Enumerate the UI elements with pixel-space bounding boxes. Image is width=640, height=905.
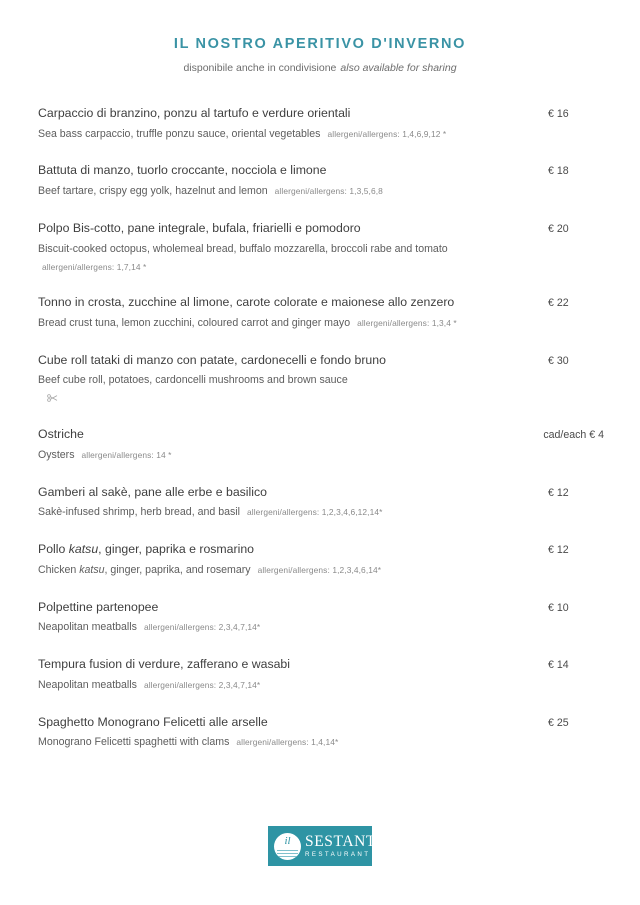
dish-name-italian: Carpaccio di branzino, ponzu al tartufo e verdure orientali — [38, 105, 351, 120]
menu-item-head — [38, 599, 604, 616]
menu-item — [38, 484, 604, 521]
allergen-note — [42, 393, 508, 406]
dish-price: € 30 — [548, 354, 569, 367]
dish-name-italian: Cube roll tataki di manzo con patate, cardonecelli e fondo bruno — [38, 352, 386, 367]
dish-price: € 20 — [548, 222, 569, 235]
dish-price: cad/each € 4 — [543, 429, 604, 442]
dish-description-text: Neapolitan meatballs — [38, 678, 137, 691]
dish-description-english — [38, 316, 508, 332]
menu-item — [38, 105, 604, 142]
menu-item-head — [38, 714, 604, 731]
dish-name-italian: Spaghetto Monograno Felicetti alle arselle — [38, 714, 268, 729]
dish-price: € 12 — [548, 486, 569, 499]
dish-price: € 18 — [548, 165, 569, 178]
menu-item-head — [38, 352, 604, 369]
dish-name-italian: Gamberi al sakè, pane alle erbe e basilico — [38, 484, 267, 499]
dish-name-italian: Polpettine partenopee — [38, 599, 159, 614]
allergen-note: allergeni/allergens: 2,3,4,7,14* — [143, 679, 261, 690]
scissors-icon — [47, 393, 58, 406]
menu-item-head — [38, 541, 604, 558]
menu-item — [38, 714, 604, 751]
dish-description-text: Monograno Felicetti spaghetti with clams — [38, 736, 230, 749]
allergen-note: allergeni/allergens: 14 * — [81, 449, 172, 460]
logo-subtitle: RESTAURANT — [305, 850, 371, 858]
dish-description-english — [38, 735, 508, 751]
page-title: IL NOSTRO APERITIVO D'INVERNO — [173, 36, 467, 52]
dish-description-text: Oysters — [38, 448, 75, 461]
menu-item — [38, 220, 604, 274]
menu-item — [38, 599, 604, 636]
horizon-line-icon — [277, 856, 298, 857]
dish-description-english — [38, 678, 508, 694]
dish-price: € 25 — [548, 716, 569, 729]
dish-price: € 16 — [548, 107, 569, 120]
logo-text — [305, 834, 386, 858]
menu-item-head — [38, 656, 604, 673]
menu-item — [38, 426, 604, 463]
horizon-line-icon — [277, 853, 298, 854]
allergen-note: allergeni/allergens: 1,3,5,6,8 — [274, 186, 383, 197]
menu-item-head — [38, 162, 604, 179]
dish-name-italian: Polpo Bis-cotto, pane integrale, bufala, friarielli e pomodoro — [38, 220, 361, 235]
dish-description-text: Bread crust tuna, lemon zucchini, coloured carrot and ginger mayo — [38, 316, 351, 329]
menu-item — [38, 541, 604, 578]
subtitle-english: also available for sharing — [340, 62, 457, 75]
dish-name-italian: Tonno in crosta, zucchine al limone, carote colorate e maionese allo zenzero — [38, 295, 455, 310]
dish-price: € 14 — [548, 659, 569, 672]
dish-description-text: Sea bass carpaccio, truffle ponzu sauce, oriental vegetables — [38, 127, 321, 140]
dish-description-english — [38, 505, 508, 521]
horizon-line-icon — [277, 850, 298, 851]
sextant-emblem-icon — [274, 833, 301, 860]
logo-box — [268, 826, 387, 866]
dish-name-italian: Battuta di manzo, tuorlo croccante, nocciola e limone — [38, 163, 327, 178]
menu-item-head — [38, 426, 604, 443]
menu-item-list — [0, 105, 640, 751]
allergen-note: allergeni/allergens: 1,3,4 * — [357, 317, 457, 328]
dish-description-english — [38, 127, 508, 143]
dish-description-english — [38, 448, 508, 464]
dish-description-english — [38, 373, 508, 406]
menu-item — [38, 352, 604, 407]
dish-price: € 12 — [548, 544, 569, 557]
dish-description-text: Sakè-infused shrimp, herb bread, and basil — [38, 506, 240, 519]
dish-description-english — [38, 620, 508, 636]
menu-item-head — [38, 294, 604, 311]
restaurant-logo — [0, 826, 640, 866]
logo-monogram: il — [284, 834, 291, 847]
allergen-note: allergeni/allergens: 2,3,4,7,14* — [143, 622, 261, 633]
subtitle-italian: disponibile anche in condivisione — [183, 62, 337, 75]
allergen-note: allergeni/allergens: 1,4,14* — [236, 737, 339, 748]
menu-header — [0, 0, 640, 75]
menu-item-head — [38, 484, 604, 501]
logo-name: SESTANTE — [305, 833, 387, 851]
menu-item — [38, 294, 604, 331]
menu-item-head — [38, 105, 604, 122]
menu-item-head — [38, 220, 604, 237]
dish-name-italian: Ostriche — [38, 427, 84, 442]
dish-description-english — [38, 242, 508, 275]
menu-item — [38, 162, 604, 199]
dish-description-english: Chicken katsu, ginger, paprika, and rosemary allergeni/allergens: 1,2,3,4,6,14* — [38, 563, 382, 576]
dish-description-english — [38, 184, 508, 200]
allergen-note: allergeni/allergens: 1,4,6,9,12 * — [327, 128, 447, 139]
allergen-note: allergeni/allergens: 1,2,3,4,6,14* — [257, 564, 382, 575]
dish-description-text: Beef cube roll, potatoes, cardoncelli mushrooms and brown sauce — [38, 374, 348, 387]
menu-item — [38, 656, 604, 693]
dish-description-text: Beef tartare, crispy egg yolk, hazelnut and lemon — [38, 185, 268, 198]
dish-price: € 10 — [548, 601, 569, 614]
allergen-note: allergeni/allergens: 1,7,14 * — [42, 262, 147, 273]
dish-description-text: Neapolitan meatballs — [38, 621, 137, 634]
dish-price: € 22 — [548, 297, 569, 310]
dish-description-text: Biscuit-cooked octopus, wholemeal bread, buffalo mozzarella, broccoli rabe and tomato — [38, 242, 448, 255]
dish-name-italian: Tempura fusion di verdure, zafferano e wasabi — [38, 657, 291, 672]
allergen-note: allergeni/allergens: 1,2,3,4,6,12,14* — [247, 507, 383, 518]
menu-subtitle — [0, 62, 640, 75]
dish-name-italian: Pollo katsu, ginger, paprika e rosmarino — [38, 542, 255, 557]
